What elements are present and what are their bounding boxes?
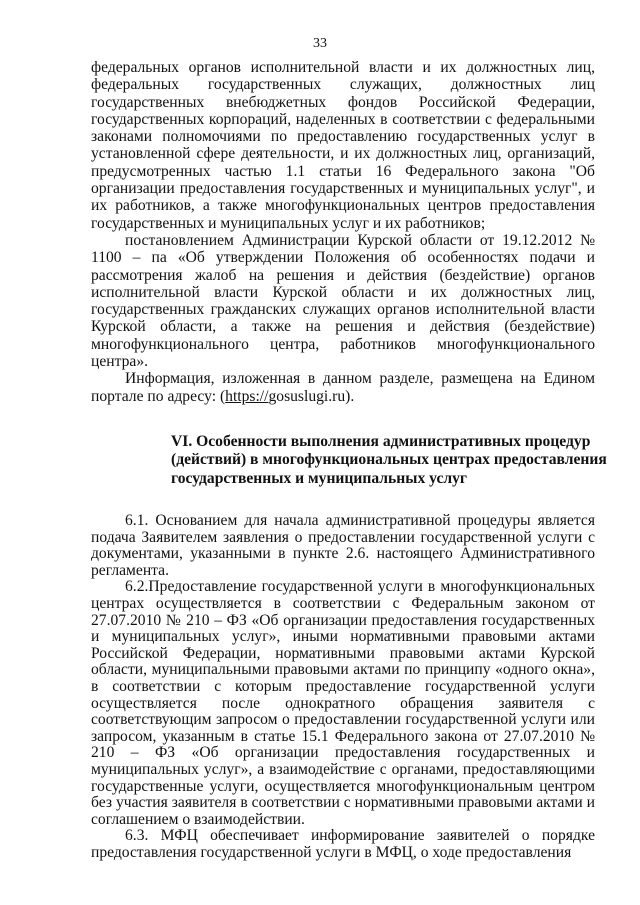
paragraph-portal-info xyxy=(91,370,595,405)
portal-info-text: Информация, изложенная в данном разделе, размещена на Едином портале по адресу: ( xyxy=(91,370,595,405)
paragraph-6-2: 6.2.Предоставление государственной услуги в многофункциональных центрах осуществляется в соответствии с Федеральным законом от 27.07.2010 № 210 – ФЗ «Об организации предоставления государственных и муниципальных услуг», иными нормативными правовыми актами Российской Федерации, нормативными правовыми актами Курской области, муниципальными правовыми актами по принципу «одного окна», в соответствии с которым предоставление государственной услуги осуществляется после однократного обращения заявителя с соответствующим запросом о предоставлении государственной услуги или запросом, указанным в статье 15.1 Федерального закона от 27.07.2010 № 210 – ФЗ «Об организации предоставления государственных и муниципальных услуг», а взаимодействие с органами, предоставляющими государственные услуги, осуществляется многофункциональным центром без участия заявителя в соответствии с нормативными правовыми актами и соглашением о взаимодействии. xyxy=(91,578,595,828)
section-heading-line-3: государственных и муниципальных услуг xyxy=(171,469,468,487)
section-heading xyxy=(171,433,607,488)
portal-info-end: gosuslugi.ru). xyxy=(268,387,355,405)
page-number: 33 xyxy=(313,36,327,51)
paragraph-complaint-bodies: федеральных органов исполнительной власти и их должностных лиц, федеральных государственных служащих, должностных лиц государственных внебюджетных фондов Российской Федерации, государственных корпораций, наделенных в соответствии с федеральными законами полномочиями по предоставлению государственных услуг в установленной сфере деятельности, и их должностных лиц, организаций, предусмотренных частью 1.1 статьи 16 Федерального закона "Об организации предоставления государственных и муниципальных услуг", и их работников, а также многофункциональных центров предоставления государственных и муниципальных услуг и их работников; xyxy=(91,59,595,232)
portal-link[interactable]: https:// xyxy=(225,387,269,405)
section-heading-line-1: VI. Особенности выполнения административных процедур xyxy=(171,433,591,450)
paragraph-6-1: 6.1. Основанием для начала административной процедуры является подача Заявителем заявления о предоставлении государственной услуги с документами, указанными в пункте 2.6. настоящего Административного регламента. xyxy=(91,512,595,579)
paragraph-6-3: 6.3. МФЦ обеспечивает информирование заявителей о порядке предоставления государственной услуги в МФЦ, о ходе предоставления xyxy=(91,827,595,861)
section-text-block xyxy=(91,513,595,861)
paragraph-kursk-resolution: постановлением Администрации Курской области от 19.12.2012 № 1100 – па «Об утверждении Положения об особенностях подачи и рассмотрения жалоб на решения и действия (бездействие) органов исполнительной власти Курской области и их должностных лиц, государственных гражданских служащих органов исполнительной власти Курской области, а также на решения и действия (бездействие) многофункционального центра, работников многофункционального центра». xyxy=(91,231,595,371)
intro-text-block xyxy=(91,59,595,405)
section-heading-line-2: (действий) в многофункциональных центрах предоставления xyxy=(171,451,607,469)
